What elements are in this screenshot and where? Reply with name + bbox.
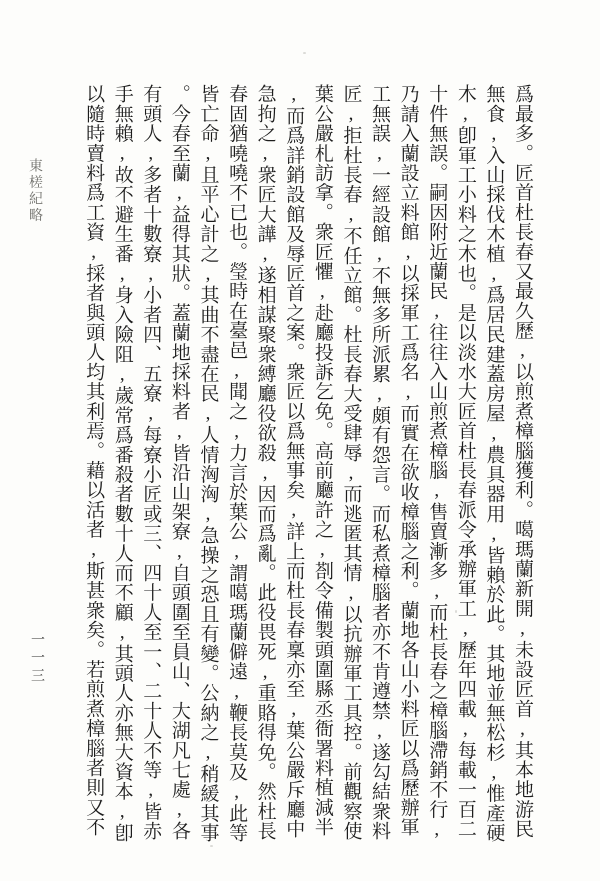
- text-column: 工無誤,一經設館,不無多所派累,頗有怨言。而私煮樟腦者亦不肯遵禁,遂勾結衆料: [369, 84, 391, 841]
- text-column: 葉公嚴札訪拿。衆匠懼,赴廳投訴乞免。高前廳許之,剳令備製頭圍縣丞衙署料植減半: [311, 84, 333, 837]
- text-column: 。今春至蘭,益得其狀。蓋蘭地採料者,皆沿山架寮,自頭圍至員山、大湖凡七處,各: [168, 84, 190, 841]
- text-column: ,而爲詳銷設館及辱匠首之案。衆匠以爲無事矣,詳上而杜長春稟亦至,葉公嚴斥廳中: [283, 84, 305, 839]
- text-column: 有頭人,多者十數寮,小者四、五寮,每寮小匠或三、四十人至一、二十人不等,皆赤: [140, 84, 162, 841]
- text-column: 匠,拒杜長春,不任立館。杜長春大受肆辱,而逃匿其情,以抗辦軍工具控。前觀察使: [340, 84, 362, 841]
- text-column: 春固猶嘵嘵不已也。瑩時在臺邑,聞之,力言於葉公,謂噶瑪蘭僻遠,鞭長莫及,此等: [226, 84, 248, 843]
- text-column: 乃請入蘭設立料館,以採軍工爲名,而實在欲收樟腦之利。蘭地各山小料匠以爲歷辦軍: [397, 84, 419, 837]
- text-column: 無食,入山採伐木植,爲居民建蓋房屋,農具器用,皆賴於此。其地並無松杉,惟產硬: [483, 84, 505, 843]
- scan-speck: [455, 610, 457, 613]
- scan-speck: [303, 52, 306, 54]
- text-column: 皆亡命,且平心計之,其曲不盡在民,人情洶洶,急操之恐且有變。公納之,稍緩其事: [197, 84, 219, 843]
- text-column: 急拘之,衆匠大譁,遂相謀聚衆縛廳役欲殺,因而爲亂。此役畏死,重賂得免。然杜長: [254, 84, 276, 841]
- text-column: 手無賴,故不避生番,身入險阻,歲常爲番殺者數十人而不顧,其頭人亦無大資本,卽: [111, 84, 133, 843]
- scan-speck: [120, 402, 122, 404]
- text-body: [79, 84, 537, 843]
- text-column: 以隨時賣料爲工資,採者與頭人均其利焉。藉以活者,斯甚衆矣。若煎煮樟腦者則又不: [83, 84, 105, 837]
- text-column: 十件無誤。嗣因附近蘭民,往往入山煎煮樟腦,售賣漸多,而杜長春之樟腦滯銷不行,: [426, 84, 448, 841]
- margin-book-title: 東槎紀略: [27, 158, 42, 224]
- text-column: 爲最多。匠首杜長春又最久歷,以煎煮樟腦獲利。噶瑪蘭新開,未設匠首,其本地游民: [512, 84, 533, 839]
- page-number: 一一三: [29, 632, 44, 686]
- scan-speck: [210, 845, 213, 847]
- text-column: 木,卽軍工小料之木也。是以淡水大匠首杜長春派令承辦軍工,歷年四載,每載一百二: [454, 84, 476, 839]
